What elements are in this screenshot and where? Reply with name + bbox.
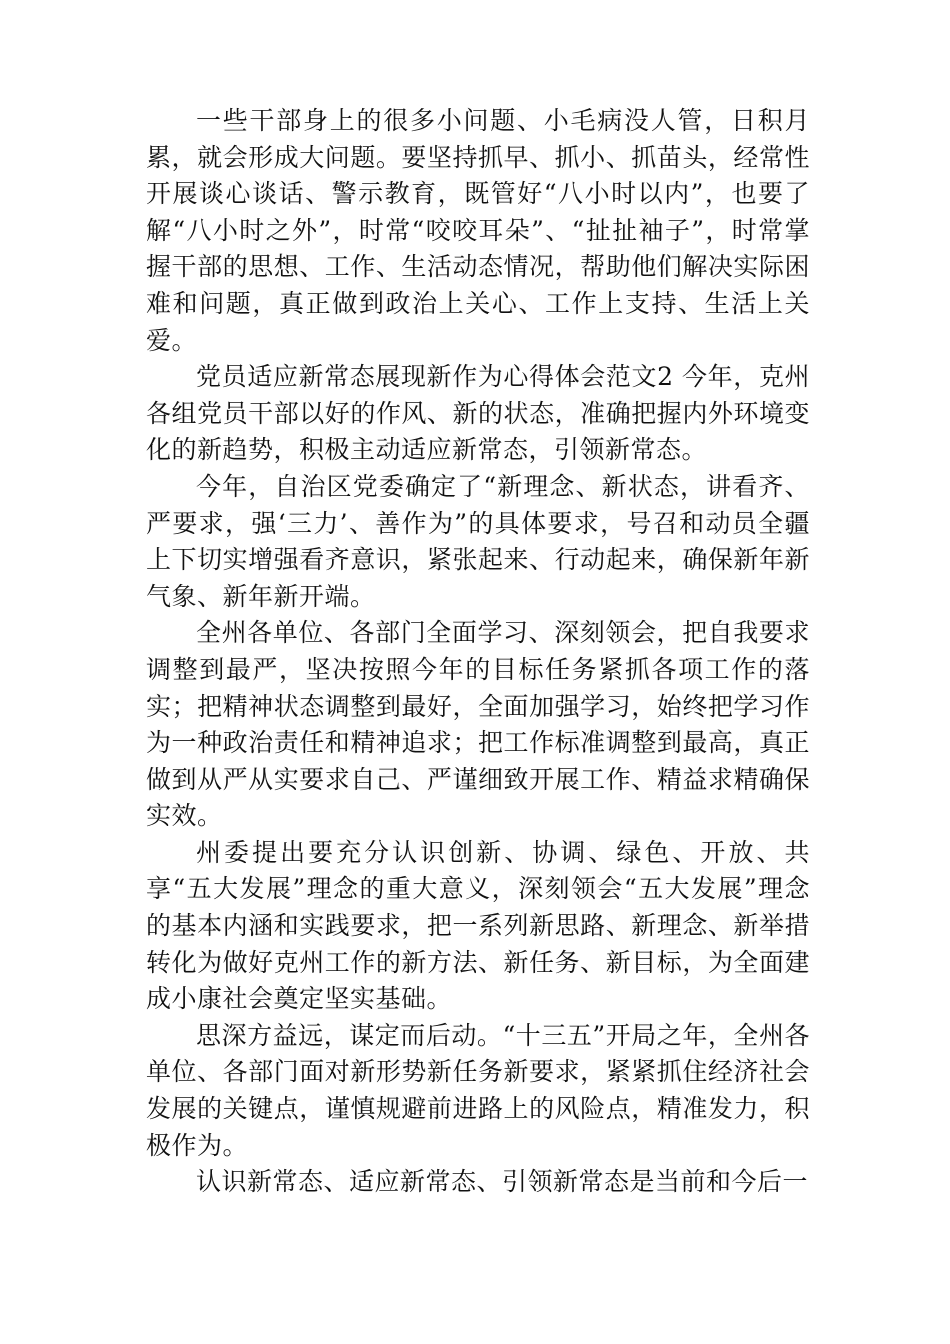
document-body (146, 103, 810, 1201)
paragraph-4: 全州各单位、各部门全面学习、深刻领会，把自我要求调整到最严，坚决按照今年的目标任务紧抓各项工作的落实；把精神状态调整到最好，全面加强学习，始终把学习作为一种政治责任和精神追求；把工作标准调整到最高，真正做到从严从实要求自己、严谨细致开展工作、精益求精确保实效。 (146, 618, 810, 831)
paragraph-2: 党员适应新常态展现新作为心得体会范文2 今年，克州各组党员干部以好的作风、新的状态，准确把握内外环境变化的新趋势，积极主动适应新常态，引领新常态。 (146, 362, 810, 465)
paragraph-5: 州委提出要充分认识创新、协调、绿色、开放、共享“五大发展”理念的重大意义，深刻领会“五大发展”理念的基本内涵和实践要求，把一系列新思路、新理念、新举措转化为做好克州工作的新方法、新任务、新目标，为全面建成小康社会奠定坚实基础。 (146, 837, 810, 1014)
paragraph-1: 一些干部身上的很多小问题、小毛病没人管，日积月累，就会形成大问题。要坚持抓早、抓小、抓苗头，经常性开展谈心谈话、警示教育，既管好“八小时以内”，也要了解“八小时之外”，时常“咬咬耳朵”、“扯扯袖子”，时常掌握干部的思想、工作、生活动态情况，帮助他们解决实际困难和问题，真正做到政治上关心、工作上支持、生活上关爱。 (146, 106, 810, 355)
paragraph-7: 认识新常态、适应新常态、引领新常态是当前和今后一 (196, 1167, 809, 1197)
paragraph-3: 今年，自治区党委确定了“新理念、新状态，讲看齐、严要求，强‘三力’、善作为”的具体要求，号召和动员全疆上下切实增强看齐意识，紧张起来、行动起来，确保新年新气象、新年新开端。 (146, 471, 810, 611)
paragraph-6: 思深方益远，谋定而后动。“十三五”开局之年，全州各单位、各部门面对新形势新任务新要求，紧紧抓住经济社会发展的关键点，谨慎规避前进路上的风险点，精准发力，积极作为。 (146, 1020, 810, 1160)
